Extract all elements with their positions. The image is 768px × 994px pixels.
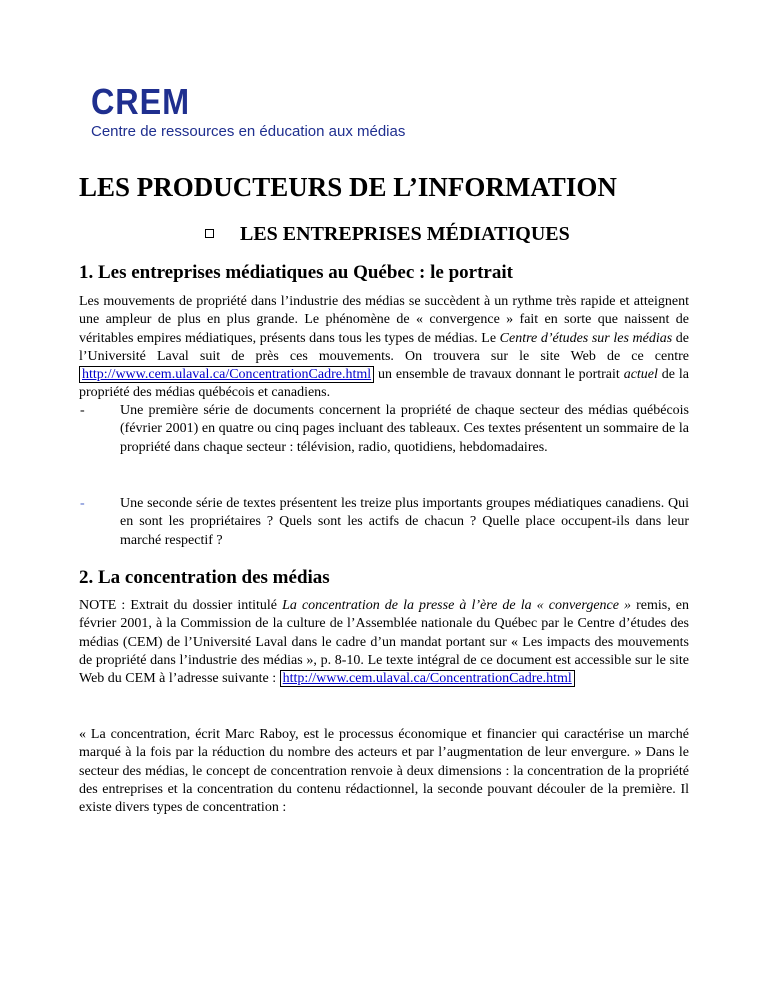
- cem-link[interactable]: http://www.cem.ulaval.ca/ConcentrationCadre.html: [280, 670, 575, 687]
- text-run: remis, en février 2001, à la Commission de la culture de l’Assemblée nationale du Québec par le Centre d’études des médias (CEM) de l’Université Laval dans le cadre d’un mandat portant sur « Les impacts des mouvements de propriété dans l’industrie des médias », p. 8-10. Le texte intégral de ce document est accessible sur le site Web du CEM à l’adresse suivante :: [79, 598, 690, 687]
- text-run: Les mouvements de propriété dans l’industrie des médias se succèdent à un rythme très rapide et atteignent une ampleur de plus en plus grande. Le phénomène de « convergence » fait en sorte que naissent de véritables empires médiatiques, présents dans tous les types de médias. Le: [79, 294, 689, 346]
- italic-run: La concentration de la presse à l’ère de la « convergence »: [282, 598, 632, 613]
- section2-heading: 2. La concentration des médias: [79, 567, 330, 588]
- section1-paragraph: [79, 293, 689, 403]
- list-dash: -: [80, 496, 85, 511]
- text-run: de l’Université Laval suit de près ces mouvements. On trouvera sur le site Web de ce centre: [79, 330, 690, 364]
- list-item: [79, 402, 689, 457]
- logo-subtitle: Centre de ressources en éducation aux médias: [91, 123, 406, 140]
- bullet-heading-text: LES ENTREPRISES MÉDIATIQUES: [240, 223, 570, 245]
- list-item-text: Une seconde série de textes présentent les treize plus importants groupes médiatiques canadiens. Qui en sont les propriétaires ? Quels sont les actifs de chacun ? Quelle place occupent-ils dans leur marché respectif ?: [120, 496, 689, 548]
- page-title: LES PRODUCTEURS DE L’INFORMATION: [79, 172, 617, 202]
- text-run: de la propriété des médias québécois et canadiens.: [79, 367, 689, 401]
- quote-paragraph: « La concentration, écrit Marc Raboy, est le processus économique et financier qui caractérise un marché marqué à la fois par la réduction du nombre des acteurs et par l’augmentation de leur envergure. » Dans le secteur des médias, le concept de concentration renvoie à deux dimensions : la concentration de la propriété des entreprises et la concentration du contenu rédactionnel, la seconde pouvant découler de la première. Il existe divers types de concentration :: [79, 727, 689, 816]
- bullet-heading: [205, 222, 570, 246]
- italic-run: actuel: [623, 367, 658, 383]
- section1-heading: 1. Les entreprises médiatiques au Québec : le portrait: [79, 262, 513, 283]
- italic-run: Centre d’études sur les médias: [499, 330, 673, 346]
- list-item: [79, 495, 689, 550]
- square-bullet-icon: [205, 229, 214, 238]
- note-paragraph: [79, 597, 689, 688]
- text-run: un ensemble de travaux donnant le portrait: [374, 367, 624, 383]
- list-dash: -: [80, 403, 85, 418]
- list-item-text: Une première série de documents concernent la propriété de chaque secteur des médias québécois (février 2001) en quatre ou cinq pages incluant des tableaux. Ces textes présentent un sommaire de la propriété dans chaque secteur : télévision, radio, quotidiens, hebdomadaires.: [120, 403, 689, 455]
- text-run: NOTE : Extrait du dossier intitulé: [79, 598, 283, 613]
- concentration-link[interactable]: http://www.cem.ulaval.ca/ConcentrationCadre.html: [79, 366, 374, 383]
- crem-logo: CREM: [91, 81, 190, 122]
